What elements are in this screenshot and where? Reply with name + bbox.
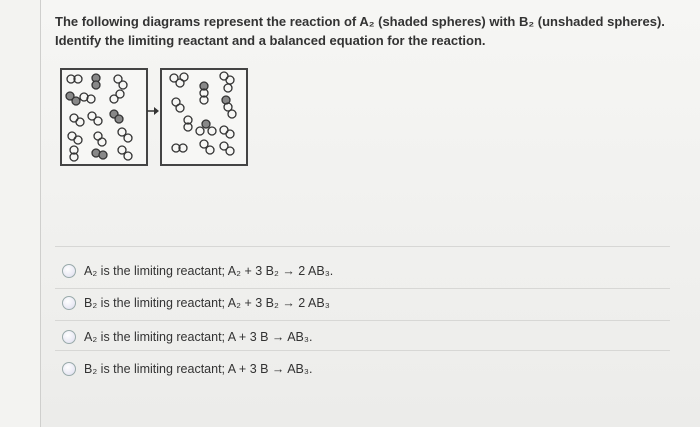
divider [55, 350, 670, 351]
question-text [55, 12, 675, 50]
radio-button[interactable] [62, 264, 76, 278]
reactant-molecules [62, 70, 146, 164]
divider [55, 320, 670, 321]
divider [55, 246, 670, 247]
answer-option-3[interactable] [62, 326, 662, 348]
divider [55, 288, 670, 289]
option-label: A₂ is the limiting reactant; A₂ + 3 B₂ → 2 AB₃. [84, 264, 334, 278]
radio-button[interactable] [62, 330, 76, 344]
reactants-box [60, 68, 148, 166]
answer-option-2[interactable] [62, 292, 662, 314]
radio-button[interactable] [62, 296, 76, 310]
question-line-1: The following diagrams represent the reaction of A₂ (shaded spheres) with B₂ (unshaded spheres). [55, 14, 665, 29]
reaction-diagram [60, 68, 260, 168]
right-arrow-icon [146, 104, 160, 118]
products-box [160, 68, 248, 166]
answer-option-4[interactable] [62, 358, 662, 380]
option-label: B₂ is the limiting reactant; A₂ + 3 B₂ → 2 AB₃ [84, 296, 330, 310]
product-molecules [162, 70, 246, 164]
answer-option-1[interactable] [62, 260, 662, 282]
option-label: A₂ is the limiting reactant; A + 3 B → AB₃. [84, 330, 313, 344]
option-label: B₂ is the limiting reactant; A + 3 B → AB₃. [84, 362, 313, 376]
radio-button[interactable] [62, 362, 76, 376]
question-line-2: Identify the limiting reactant and a balanced equation for the reaction. [55, 33, 486, 48]
